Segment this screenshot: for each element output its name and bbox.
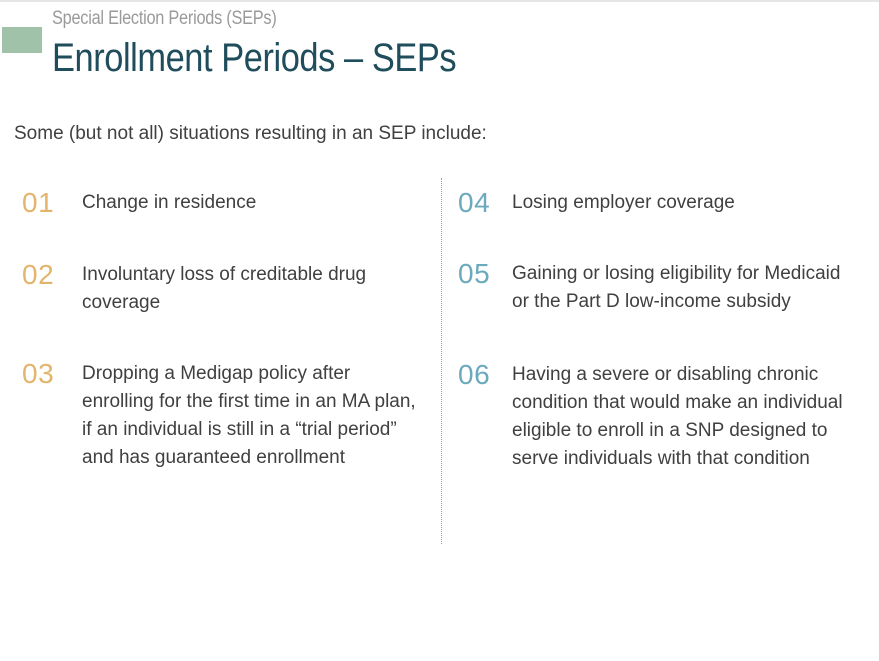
header-accent-bar <box>2 27 42 53</box>
item-text: Losing employer coverage <box>512 192 735 213</box>
slide-title: Enrollment Periods – SEPs <box>52 36 457 80</box>
item-number: 01 <box>22 187 55 218</box>
item-number: 02 <box>22 259 55 290</box>
item-number: 05 <box>458 258 491 289</box>
item-text: Change in residence <box>82 192 257 213</box>
item-number: 03 <box>22 358 55 389</box>
item-text: Having a severe or disabling chronic condition that would make an individual eligible to enroll in a SNP designed to serve individuals with that condition <box>512 364 843 469</box>
item-text: Dropping a Medigap policy after enrolling for the first time in an MA plan, if an individual is still in a “trial period” and has guaranteed enrollment <box>82 363 416 468</box>
item-text: Involuntary loss of creditable drug coverage <box>82 264 367 313</box>
slide-subtitle: Special Election Periods (SEPs) <box>52 8 277 29</box>
intro-text: Some (but not all) situations resulting in an SEP include: <box>14 123 487 144</box>
column-divider <box>441 178 442 544</box>
item-number: 04 <box>458 187 491 218</box>
item-number: 06 <box>458 359 491 390</box>
item-text: Gaining or losing eligibility for Medicaid or the Part D low-income subsidy <box>512 263 841 312</box>
